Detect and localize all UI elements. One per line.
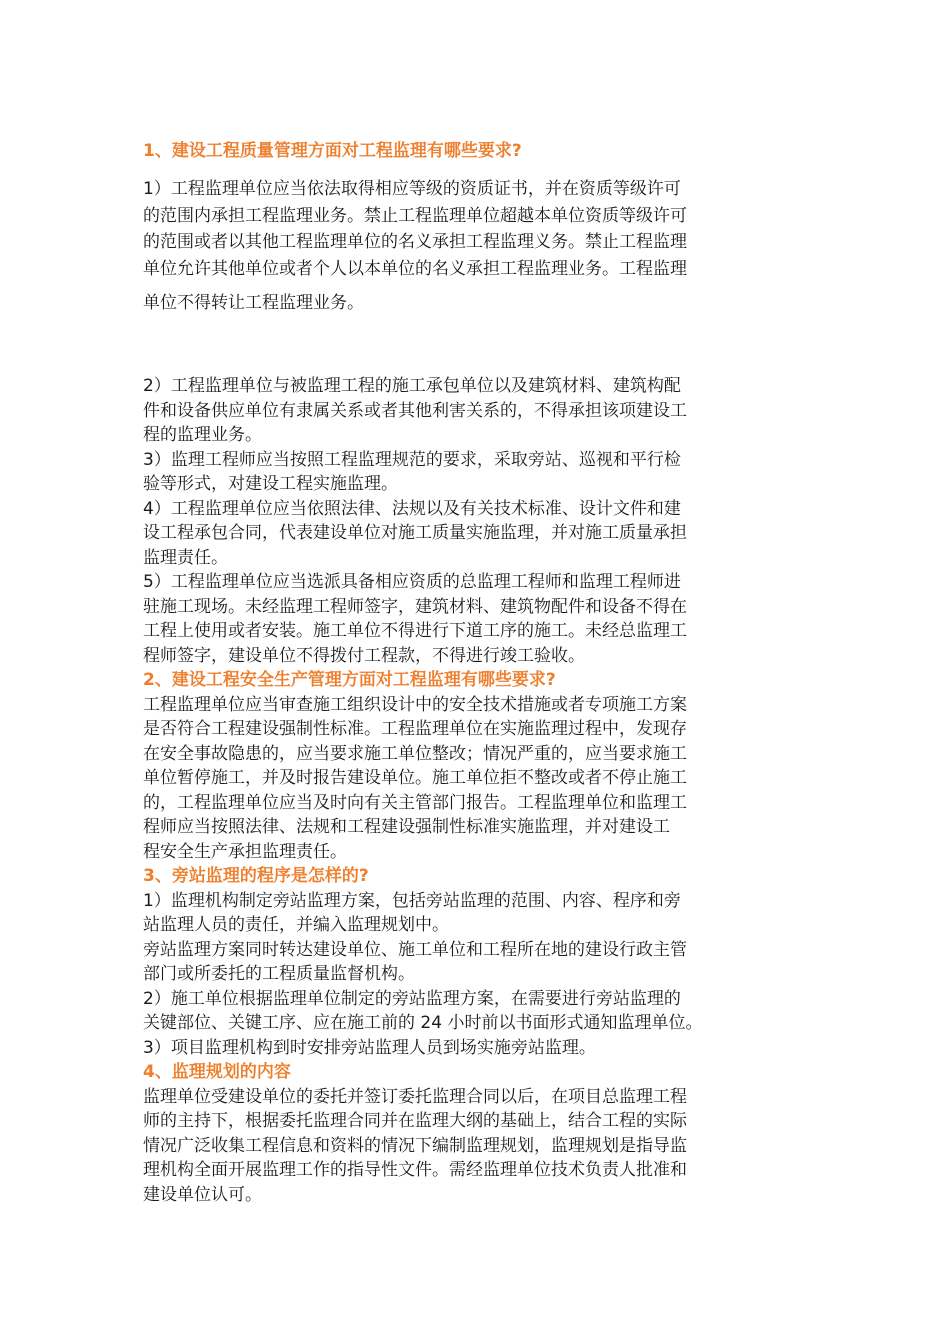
text-line: 关键部位、关键工序、应在施工前的 24 小时前以书面形式通知监理单位。 [143, 1013, 703, 1033]
text-line: 3）项目监理机构到时安排旁站监理人员到场实施旁站监理。 [143, 1037, 596, 1058]
section-1-heading: 1、建设工程质量管理方面对工程监理有哪些要求? [143, 141, 522, 161]
text-line: 监理单位受建设单位的委托并签订委托监理合同以后，在项目总监理工程 [143, 1086, 687, 1107]
text-line: 2）施工单位根据监理单位制定的旁站监理方案，在需要进行旁站监理的 [143, 988, 681, 1009]
text-line: 旁站监理方案同时转达建设单位、施工单位和工程所在地的建设行政主管 [143, 939, 687, 960]
text-line: 2）工程监理单位与被监理工程的施工承包单位以及建筑材料、建筑构配 [143, 376, 681, 396]
text-line: 的范围内承担工程监理业务。禁止工程监理单位超越本单位资质等级许可 [143, 205, 687, 226]
text-line: 设工程承包合同，代表建设单位对施工质量实施监理，并对施工质量承担 [143, 523, 687, 543]
section-4 [143, 1060, 809, 1207]
text-line: 1）工程监理单位应当依法取得相应等级的资质证书，并在资质等级许可 [143, 179, 681, 199]
text-line: 监理责任。 [143, 547, 228, 568]
text-line: 理机构全面开展监理工作的指导性文件。需经监理单位技术负责人批准和 [143, 1160, 687, 1180]
text-line: 工程上使用或者安装。施工单位不得进行下道工序的施工。未经总监理工 [143, 621, 687, 641]
text-line: 程师签字，建设单位不得拨付工程款，不得进行竣工验收。 [143, 645, 585, 666]
text-line: 3）监理工程师应当按照工程监理规范的要求，采取旁站、巡视和平行检 [143, 449, 681, 470]
section-3-heading: 3、旁站监理的程序是怎样的? [143, 866, 369, 886]
text-line: 在安全事故隐患的，应当要求施工单位整改；情况严重的，应当要求施工 [143, 743, 687, 764]
text-line: 的范围或者以其他工程监理单位的名义承担工程监理义务。禁止工程监理 [143, 232, 687, 252]
section-2 [143, 668, 809, 864]
text-line: 是否符合工程建设强制性标准。工程监理单位在实施监理过程中，发现存 [143, 719, 687, 739]
text-line: 1）监理机构制定旁站监理方案，包括旁站监理的范围、内容、程序和旁 [143, 890, 681, 911]
text-line: 部门或所委托的工程质量监督机构。 [143, 964, 415, 984]
text-line: 站监理人员的责任，并编入监理规划中。 [143, 915, 449, 935]
text-line: 师的主持下，根据委托监理合同并在监理大纲的基础上，结合工程的实际 [143, 1111, 687, 1131]
section-1-body [143, 374, 809, 668]
text-line: 程安全生产承担监理责任。 [143, 841, 347, 862]
text-line: 建设单位认可。 [143, 1184, 262, 1205]
text-line: 件和设备供应单位有隶属关系或者其他利害关系的，不得承担该项建设工 [143, 400, 687, 421]
section-1-paragraph-1 [143, 176, 809, 282]
text-line: 5）工程监理单位应当选派具备相应资质的总监理工程师和监理工程师进 [143, 572, 681, 592]
text-line: 工程监理单位应当审查施工组织设计中的安全技术措施或者专项施工方案 [143, 694, 687, 715]
text-line: 驻施工现场。未经监理工程师签字，建筑材料、建筑物配件和设备不得在 [143, 596, 687, 617]
section-1-paragraph-1-tail: 单位不得转让工程监理业务。 [143, 293, 364, 313]
text-line: 情况广泛收集工程信息和资料的情况下编制监理规划，监理规划是指导监 [143, 1135, 687, 1156]
text-line: 程师应当按照法律、法规和工程建设强制性标准实施监理，并对建设工 [143, 817, 670, 837]
section-3 [143, 864, 809, 1060]
text-line: 的，工程监理单位应当及时向有关主管部门报告。工程监理单位和监理工 [143, 792, 687, 813]
text-line: 单位允许其他单位或者个人以本单位的名义承担工程监理业务。工程监理 [143, 258, 687, 279]
section-2-heading: 2、建设工程安全生产管理方面对工程监理有哪些要求? [143, 670, 556, 690]
text-line: 程的监理业务。 [143, 425, 262, 445]
section-4-heading: 4、监理规划的内容 [143, 1062, 291, 1082]
text-line: 4）工程监理单位应当依照法律、法规以及有关技术标准、设计文件和建 [143, 498, 681, 519]
text-line: 验等形式，对建设工程实施监理。 [143, 474, 398, 494]
text-line: 单位暂停施工，并及时报告建设单位。施工单位拒不整改或者不停止施工 [143, 768, 687, 788]
